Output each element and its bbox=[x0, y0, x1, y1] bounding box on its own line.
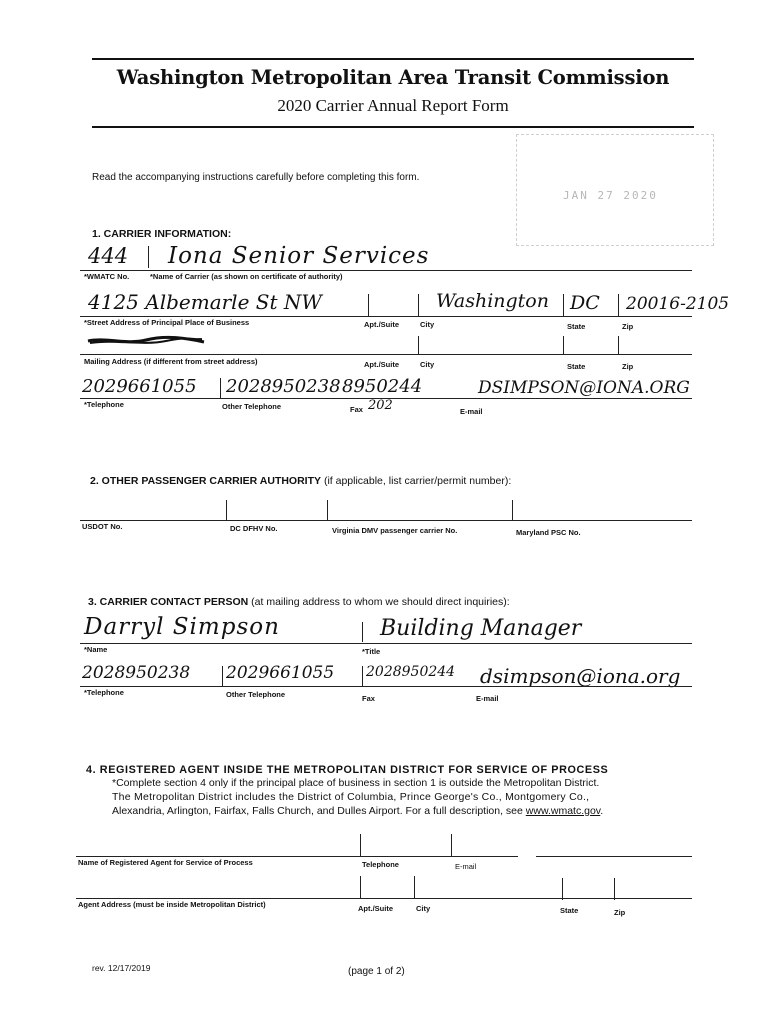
scribble-out-mark bbox=[86, 334, 206, 344]
revision-date: rev. 12/17/2019 bbox=[92, 963, 151, 973]
section3-note: (at mailing address to whom we should direct inquiries): bbox=[248, 596, 510, 608]
mailing-label: Mailing Address (if different from street address) bbox=[84, 357, 258, 366]
divider bbox=[148, 246, 149, 268]
contact-name-label: *Name bbox=[84, 645, 108, 654]
divider bbox=[618, 336, 619, 354]
section2-note: (if applicable, list carrier/permit number): bbox=[321, 475, 512, 487]
section4-line3-text: Alexandria, Arlington, Fairfax, Falls Church, and Dulles Airport. For a full description, see bbox=[112, 805, 526, 817]
section3-title: 3. CARRIER CONTACT PERSON bbox=[88, 596, 249, 608]
divider bbox=[226, 500, 227, 520]
line-agent1 bbox=[76, 856, 518, 857]
fax-label: Fax bbox=[350, 405, 363, 414]
agent-address-label: Agent Address (must be inside Metropolitan District) bbox=[78, 900, 266, 909]
divider bbox=[418, 336, 419, 354]
contact-other-telephone-label: Other Telephone bbox=[226, 690, 286, 699]
state2-label: State bbox=[567, 362, 586, 371]
line-agent1b bbox=[536, 856, 692, 857]
contact-fax-value: 2028950244 bbox=[366, 664, 456, 680]
section2-title: 2. OTHER PASSENGER CARRIER AUTHORITY bbox=[90, 475, 322, 487]
email-label: E-mail bbox=[460, 407, 483, 416]
email-value: DSIMPSON@IONA.ORG bbox=[478, 378, 690, 398]
street-label: *Street Address of Principal Place of Business bbox=[84, 318, 250, 327]
contact-other-telephone-value: 2029661055 bbox=[226, 663, 335, 683]
section1-heading: 1. CARRIER INFORMATION: bbox=[92, 228, 232, 240]
agent-city-label: City bbox=[416, 904, 431, 913]
section4-line3 bbox=[112, 805, 694, 817]
divider bbox=[222, 666, 223, 686]
divider bbox=[562, 878, 563, 900]
instructions-text: Read the accompanying instructions carefully before completing this form. bbox=[92, 172, 420, 183]
city-label: City bbox=[420, 320, 435, 329]
wmatc-no-value: 444 bbox=[88, 244, 129, 268]
street-value: 4125 Albemarle St NW bbox=[88, 290, 322, 314]
telephone-label: *Telephone bbox=[84, 400, 124, 409]
divider bbox=[618, 294, 619, 316]
contact-title-label: *Title bbox=[362, 647, 381, 656]
divider bbox=[451, 834, 452, 856]
agent-email-label: E-mail bbox=[455, 862, 477, 871]
contact-telephone-label: *Telephone bbox=[84, 688, 124, 697]
agent-state-label: State bbox=[560, 906, 579, 915]
divider bbox=[563, 336, 564, 354]
contact-telephone-value: 2028950238 bbox=[82, 663, 191, 683]
divider bbox=[614, 878, 615, 900]
other-telephone-label: Other Telephone bbox=[222, 402, 282, 411]
divider bbox=[368, 294, 369, 316]
line-row1 bbox=[80, 270, 692, 271]
carrier-name-label: *Name of Carrier (as shown on certificate of authority) bbox=[150, 272, 343, 281]
contact-email-label: E-mail bbox=[476, 694, 499, 703]
carrier-name-value: Iona Senior Services bbox=[168, 243, 430, 269]
divider bbox=[418, 294, 419, 316]
divider bbox=[563, 294, 564, 316]
divider bbox=[362, 622, 363, 642]
agent-telephone-label: Telephone bbox=[362, 860, 399, 869]
contact-fax-label: Fax bbox=[362, 694, 375, 703]
divider bbox=[512, 500, 513, 520]
contact-title-value: Building Manager bbox=[380, 616, 582, 641]
usdot-label: USDOT No. bbox=[82, 522, 123, 531]
line-row2 bbox=[80, 316, 692, 317]
maryland-label: Maryland PSC No. bbox=[516, 528, 581, 537]
divider bbox=[360, 876, 361, 898]
form-title: Washington Metropolitan Area Transit Commission bbox=[116, 66, 670, 89]
line-contact2 bbox=[80, 686, 692, 687]
divider bbox=[220, 378, 221, 398]
state-value: DC bbox=[570, 292, 600, 314]
apt-label: Apt./Suite bbox=[364, 320, 399, 329]
dcdfhv-label: DC DFHV No. bbox=[230, 524, 278, 533]
page-number: (page 1 of 2) bbox=[348, 966, 405, 977]
zip-label: Zip bbox=[622, 322, 634, 331]
section4-heading: 4. REGISTERED AGENT INSIDE THE METROPOLITAN DISTRICT FOR SERVICE OF PROCESS bbox=[86, 764, 609, 776]
section4-line2: The Metropolitan District includes the District of Columbia, Prince George's Co., Montgomery Co., bbox=[112, 791, 590, 803]
fax-area-value: 202 bbox=[368, 398, 393, 413]
header-bottom-rule bbox=[92, 126, 694, 128]
divider bbox=[360, 834, 361, 856]
section2-heading bbox=[90, 475, 511, 487]
section4-line1: *Complete section 4 only if the principal place of business in section 1 is outside the Metropolitan District. bbox=[112, 777, 600, 789]
contact-name-value: Darryl Simpson bbox=[84, 614, 280, 640]
agent-apt-label: Apt./Suite bbox=[358, 904, 393, 913]
city2-label: City bbox=[420, 360, 435, 369]
agent-zip-label: Zip bbox=[614, 908, 626, 917]
zip2-label: Zip bbox=[622, 362, 634, 371]
divider bbox=[414, 876, 415, 898]
other-telephone-value: 2028950238 bbox=[226, 376, 341, 397]
telephone-value: 2029661055 bbox=[82, 376, 197, 397]
divider bbox=[362, 666, 363, 686]
section3-heading bbox=[88, 596, 510, 608]
line-section2 bbox=[80, 520, 692, 521]
line-row3 bbox=[80, 354, 692, 355]
line-agent2 bbox=[76, 898, 692, 899]
city-value: Washington bbox=[436, 290, 549, 312]
fax-value: 8950244 bbox=[342, 376, 423, 397]
stamp-date: JAN 27 2020 bbox=[563, 189, 658, 202]
divider bbox=[327, 500, 328, 520]
zip-value: 20016-2105 bbox=[626, 294, 730, 314]
virginia-label: Virginia DMV passenger carrier No. bbox=[332, 526, 458, 535]
form-subtitle: 2020 Carrier Annual Report Form bbox=[277, 96, 509, 115]
wmatc-link[interactable]: www.wmatc.gov bbox=[525, 805, 601, 817]
state-label: State bbox=[567, 322, 586, 331]
agent-name-label: Name of Registered Agent for Service of Process bbox=[78, 858, 253, 867]
apt2-label: Apt./Suite bbox=[364, 360, 399, 369]
section4-line3-end: . bbox=[600, 805, 604, 817]
header-top-rule bbox=[92, 58, 694, 60]
line-contact1 bbox=[80, 643, 692, 644]
wmatc-no-label: *WMATC No. bbox=[84, 272, 130, 281]
contact-email-value: dsimpson@iona.org bbox=[480, 664, 681, 688]
received-stamp bbox=[516, 134, 714, 246]
